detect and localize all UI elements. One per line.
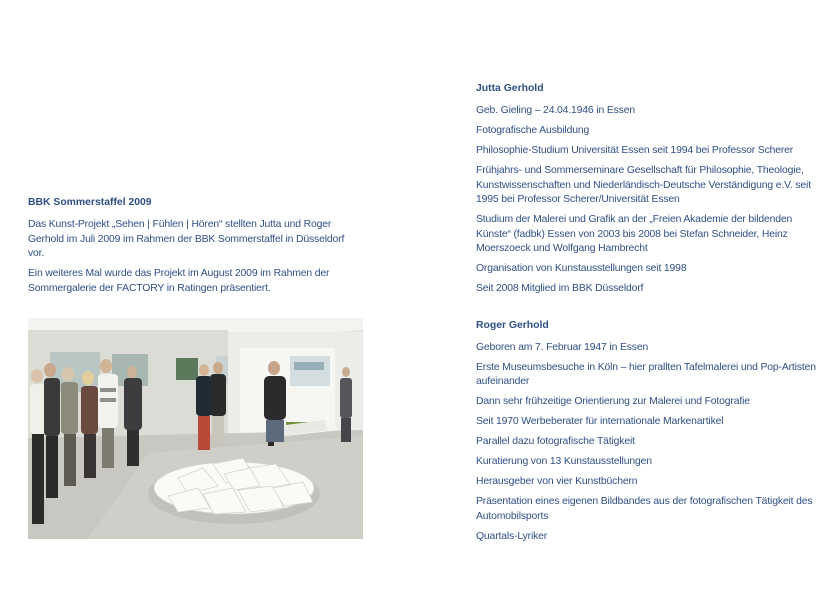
roger-item: Dann sehr frühzeitige Orientierung zur Malerei und Fotografie	[476, 396, 750, 408]
jutta-item: Geb. Gieling – 24.04.1946 in Essen	[476, 105, 635, 116]
jutta-item: Seit 2008 Mitglied im BBK Düsseldorf	[476, 283, 644, 295]
jutta-item: Organisation von Kunstausstellungen seit 1998	[476, 263, 687, 275]
jutta-item: Studium der Malerei und Grafik an der „Freien Akademie der bildenden Künste“ (fadbk) Essen von 2003 bis 2008 bei Stefan Schneider, Heinz Moerszoeck und Wolfgang Hambrecht	[476, 214, 793, 255]
artist-heading-roger: Roger Gerhold	[476, 319, 549, 331]
roger-item: Erste Museumsbesuche in Köln – hier prallten Tafelmalerei und Pop-Artisten aufeinander	[476, 361, 816, 388]
left-column	[28, 196, 358, 302]
section-heading-bbk: BBK Sommerstaffel 2009	[28, 197, 152, 208]
exhibition-photo	[28, 318, 363, 539]
roger-item: Quartals-Lyriker	[476, 530, 548, 542]
roger-item: Parallel dazu fotografische Tätigkeit	[476, 436, 635, 448]
roger-item: Herausgeber von vier Kunstbüchern	[476, 476, 638, 488]
artist-heading-jutta: Jutta Gerhold	[476, 83, 544, 94]
jutta-item: Frühjahrs- und Sommerseminare Gesellschaft für Philosophie, Theologie, Kunstwissenschaften und Niederländisch-Deutsche Verständigung e.V. seit 1995 bei Professor Scherer/Universität Essen	[476, 164, 811, 206]
roger-item: Geboren am 7. Februar 1947 in Essen	[476, 341, 649, 353]
roger-item: Kuratierung von 13 Kunstausstellungen	[476, 456, 652, 468]
project-paragraph-2: Ein weiteres Mal wurde das Projekt im August 2009 im Rahmen der Sommergalerie der FACTORY in Ratingen präsentiert.	[28, 268, 330, 294]
right-column	[476, 82, 821, 550]
project-paragraph-1: Das Kunst-Projekt „Sehen | Fühlen | Hören“ stellten Jutta und Roger Gerhold im Juli 2009 im Rahmen der BBK Sommerstaffel in Düsseldorf vor.	[28, 219, 345, 260]
jutta-item: Philosophie-Studium Universität Essen seit 1994 bei Professor Scherer	[476, 144, 794, 156]
roger-item: Seit 1970 Werbeberater für internationale Markenartikel	[476, 416, 724, 428]
roger-item: Präsentation eines eigenen Bildbandes aus der fotografischen Tätigkeit des Automobilsports	[476, 496, 813, 522]
jutta-item: Fotografische Ausbildung	[476, 124, 590, 136]
